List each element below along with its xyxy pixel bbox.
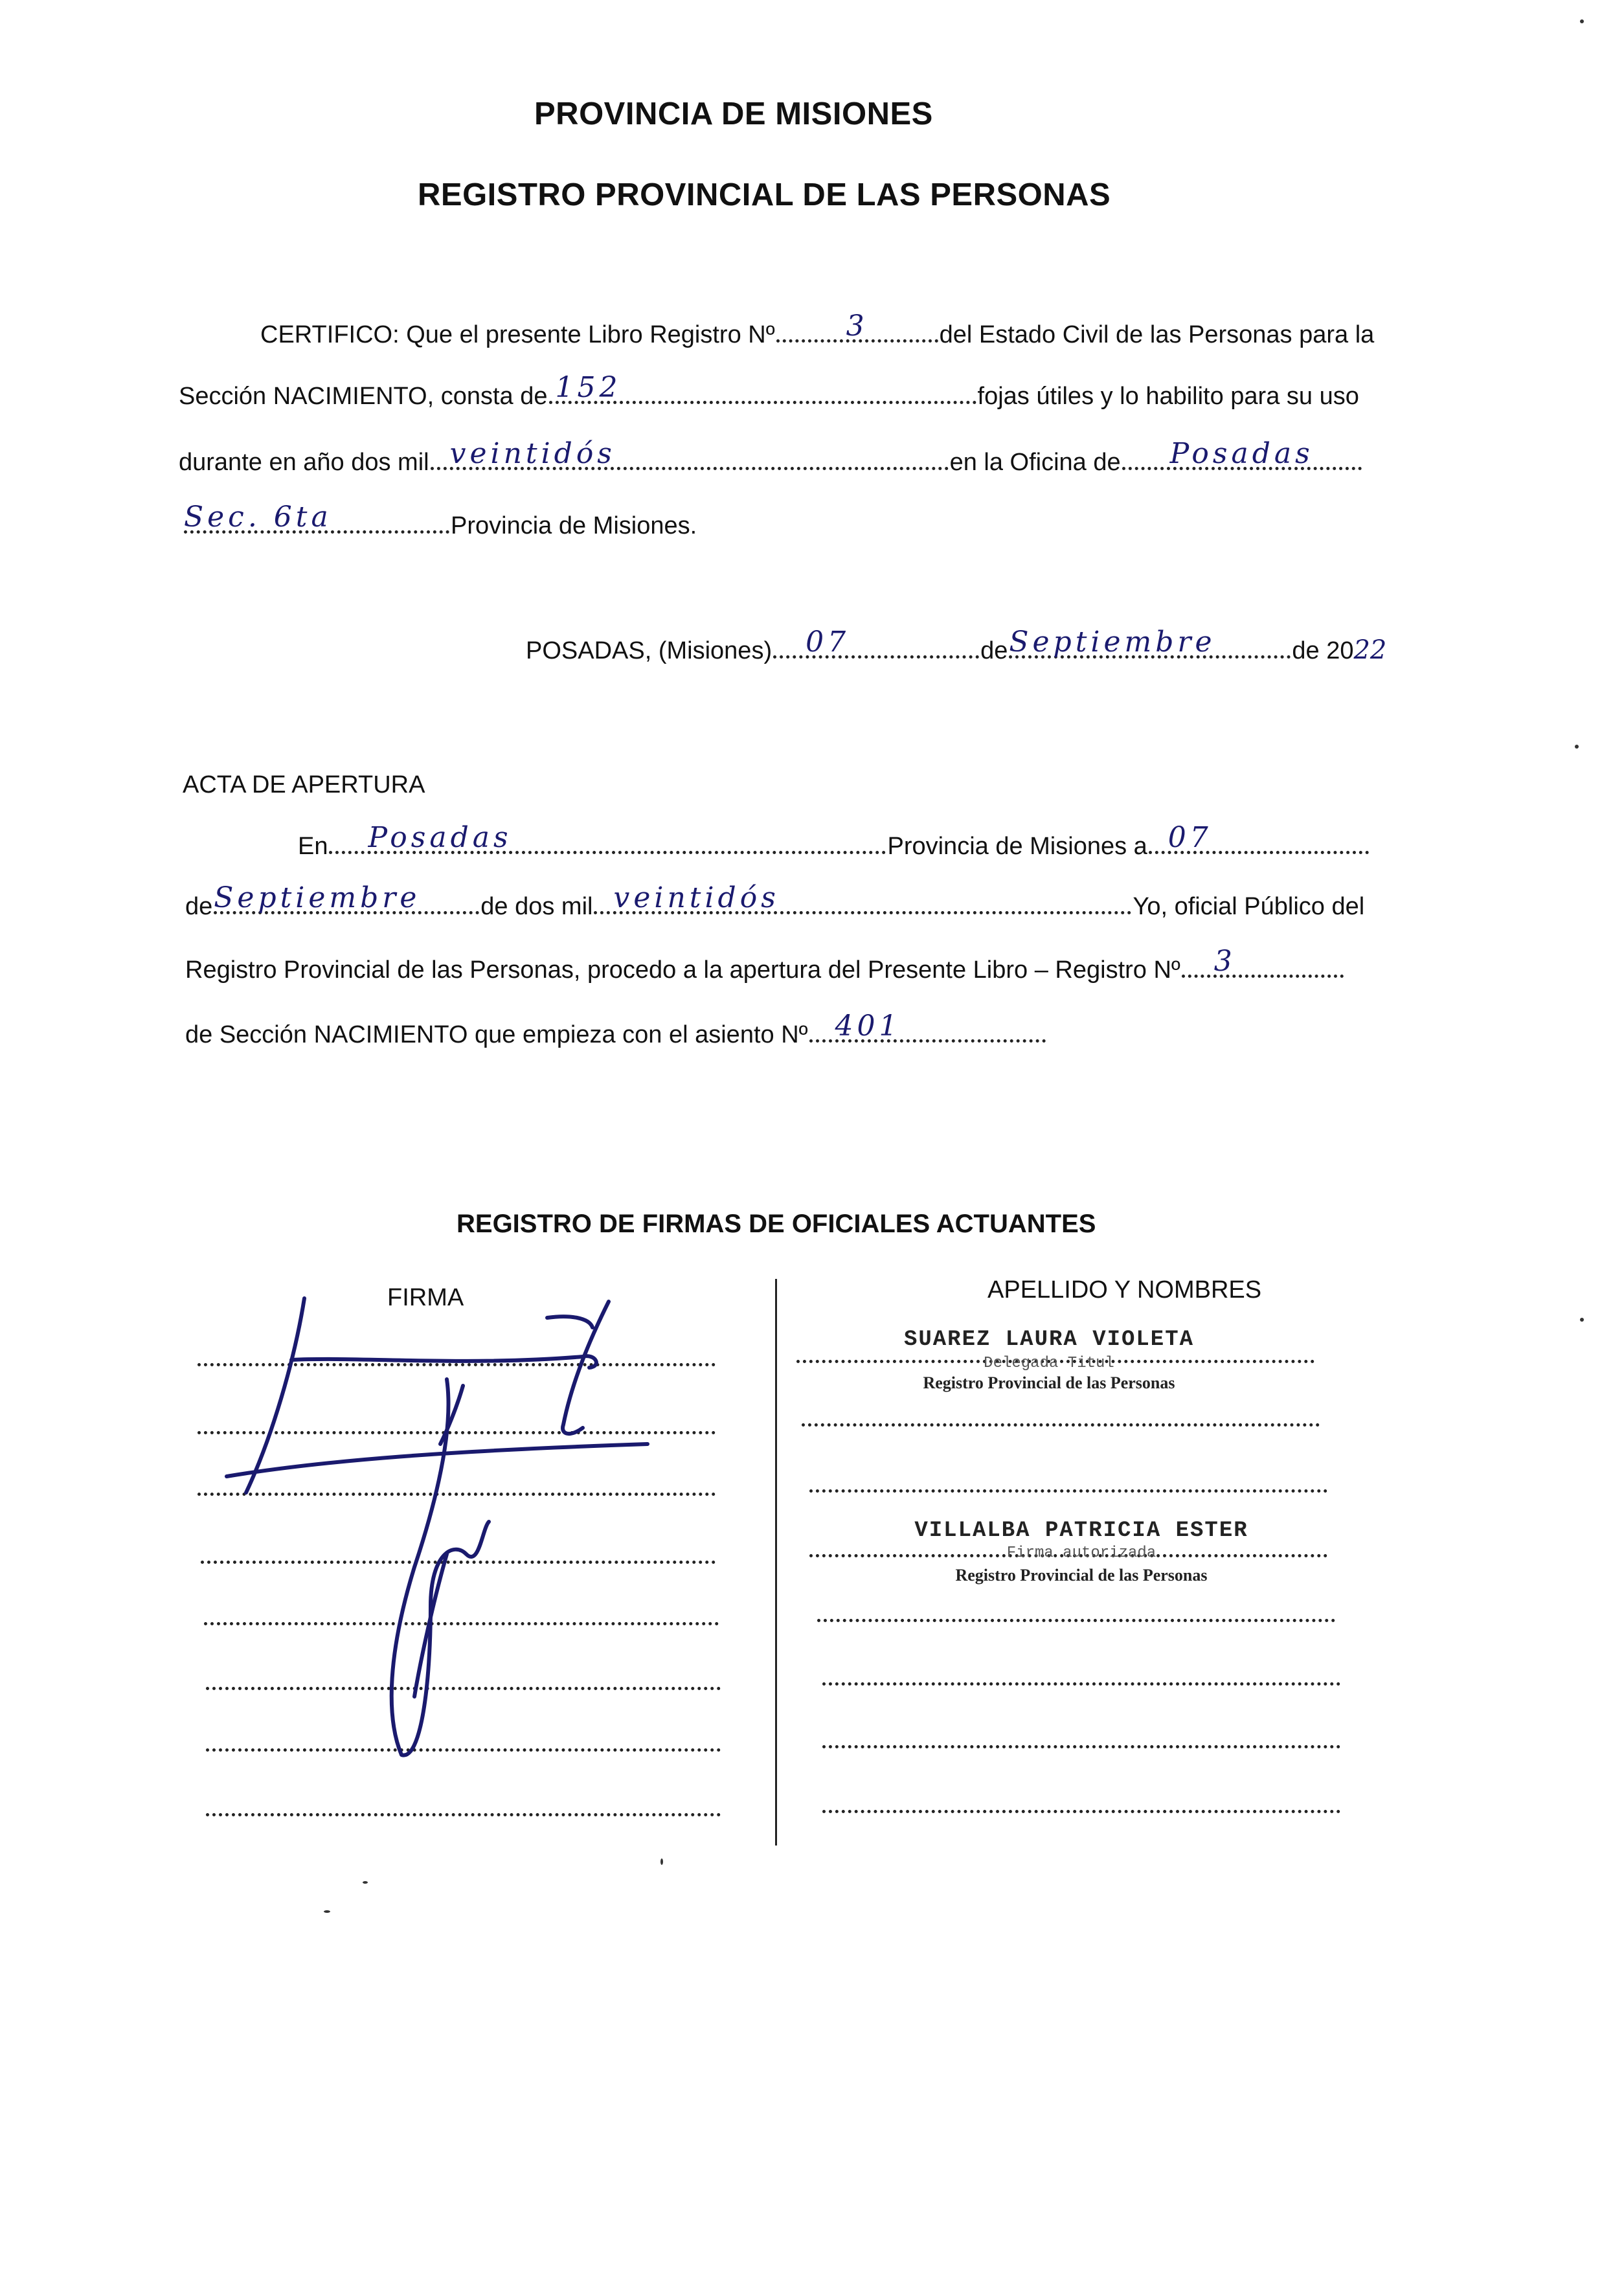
section-handwritten: Sec. 6ta <box>184 501 332 534</box>
acta-text: de Sección NACIMIENTO que empieza con el asiento Nº <box>185 1021 808 1048</box>
firma-line <box>206 1813 721 1816</box>
scan-speck <box>324 1910 330 1913</box>
place-handwritten: Posadas <box>368 821 512 854</box>
acta-text: de <box>185 893 213 920</box>
firma-line <box>197 1363 716 1366</box>
acta-month-field <box>214 881 479 914</box>
acta-heading: ACTA DE APERTURA <box>183 771 425 798</box>
section-field <box>184 501 449 534</box>
acta-month-handwritten: Septiembre <box>214 881 421 914</box>
asiento-handwritten: 401 <box>835 1010 901 1043</box>
acta-text: de dos mil <box>480 893 593 920</box>
stamp-2 <box>894 1518 1269 1585</box>
year-suffix-handwritten: 22 <box>1353 635 1387 665</box>
year-field <box>431 437 949 470</box>
place-field <box>329 821 886 854</box>
acta-line-4 <box>185 1010 1047 1050</box>
cert-line-1 <box>260 310 1375 350</box>
firma-line <box>206 1748 721 1752</box>
firma-line <box>197 1431 716 1434</box>
scan-speck <box>1575 745 1579 749</box>
name-line <box>817 1619 1335 1622</box>
firma-line <box>201 1561 716 1564</box>
province-title: PROVINCIA DE MISIONES <box>534 96 933 131</box>
cert-text: fojas útiles y lo habilito para su uso <box>977 383 1359 410</box>
stamp-1 <box>868 1327 1230 1393</box>
libro-no-handwritten: 3 <box>846 310 868 343</box>
cert-text: CERTIFICO: Que el presente Libro Registro Nº <box>260 321 775 348</box>
acta-text: En <box>298 833 328 860</box>
acta-year-handwritten: veintidós <box>613 881 780 914</box>
acta-libro-handwritten: 3 <box>1213 945 1236 978</box>
firma-label: FIRMA <box>387 1284 464 1311</box>
firma-line <box>204 1622 719 1625</box>
stamp-1-name: SUAREZ LAURA VIOLETA <box>903 1327 1195 1352</box>
date-text: de 20 <box>1292 637 1354 664</box>
stamp-2-org: Registro Provincial de las Personas <box>955 1566 1208 1585</box>
scan-speck <box>1580 19 1584 23</box>
day-handwritten: 07 <box>806 626 850 659</box>
acta-line-2 <box>185 881 1365 922</box>
cert-text: Sección NACIMIENTO, consta de <box>179 383 548 410</box>
asiento-field <box>809 1010 1046 1043</box>
cert-line-4 <box>183 501 697 541</box>
stamp-2-role: Firma autorizada <box>1006 1544 1156 1562</box>
acta-day-handwritten: 07 <box>1167 821 1212 854</box>
scan-speck <box>660 1858 663 1865</box>
office-field <box>1122 437 1362 470</box>
name-line <box>822 1810 1340 1813</box>
cert-line-3 <box>179 437 1363 478</box>
acta-text: Yo, oficial Público del <box>1133 893 1365 920</box>
year-handwritten: veintidós <box>449 437 616 470</box>
signatures-heading: REGISTRO DE FIRMAS DE OFICIALES ACTUANTES <box>457 1210 1096 1238</box>
firma-line <box>197 1493 716 1496</box>
name-line <box>809 1489 1327 1493</box>
cert-line-2 <box>179 371 1359 412</box>
day-field <box>773 626 979 659</box>
acta-text: Provincia de Misiones a <box>887 833 1147 860</box>
cert-text: del Estado Civil de las Personas para la <box>939 321 1375 348</box>
stamp-1-role: Delegada Titul <box>984 1355 1114 1372</box>
acta-line-1 <box>298 821 1370 862</box>
names-label: APELLIDO Y NOMBRES <box>987 1276 1262 1304</box>
cert-date-line <box>526 626 1387 666</box>
cert-text: durante en año dos mil <box>179 449 429 476</box>
scan-speck <box>1580 1318 1584 1322</box>
registry-title: REGISTRO PROVINCIAL DE LAS PERSONAS <box>418 177 1111 212</box>
acta-line-3 <box>185 945 1345 986</box>
name-line <box>822 1682 1340 1686</box>
name-line <box>802 1423 1320 1427</box>
date-text: POSADAS, (Misiones) <box>526 637 773 664</box>
firma-line <box>206 1687 721 1690</box>
acta-day-field <box>1149 821 1369 854</box>
office-handwritten: Posadas <box>1169 437 1314 470</box>
scan-speck <box>363 1881 368 1884</box>
acta-libro-field <box>1182 945 1344 978</box>
month-field <box>1009 626 1291 659</box>
fojas-handwritten: 152 <box>555 371 622 404</box>
fojas-field <box>549 371 976 404</box>
libro-no-field <box>776 310 938 343</box>
name-line <box>822 1745 1340 1748</box>
stamp-1-org: Registro Provincial de las Personas <box>923 1373 1175 1392</box>
column-divider <box>775 1279 777 1846</box>
acta-text: Registro Provincial de las Personas, procedo a la apertura del Presente Libro – Registro Nº <box>185 956 1180 984</box>
month-handwritten: Septiembre <box>1009 626 1216 659</box>
stamp-2-name: VILLALBA PATRICIA ESTER <box>914 1518 1248 1543</box>
cert-text: en la Oficina de <box>949 449 1121 476</box>
acta-year-field <box>594 881 1131 914</box>
date-text: de <box>980 637 1008 664</box>
cert-text: Provincia de Misiones. <box>451 512 697 539</box>
